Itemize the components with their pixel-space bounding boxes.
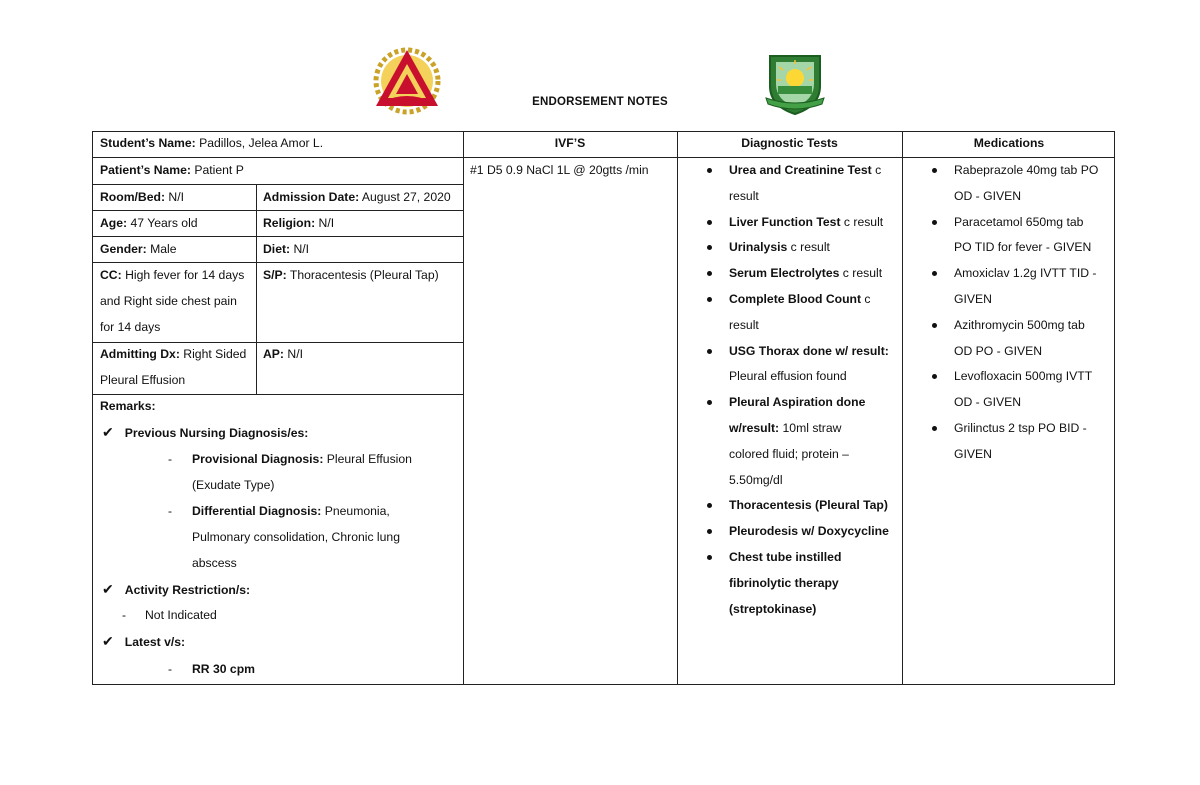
list-item: Pleural Aspiration done w/result: 10ml straw colored fluid; protein – 5.50mg/dl	[704, 390, 904, 493]
attending-physician: AP: N/I	[263, 347, 303, 361]
diagnostic-header: Diagnostic Tests	[741, 136, 838, 150]
list-item: Pleurodesis w/ Doxycycline	[704, 519, 904, 545]
status-post: S/P: Thoracentesis (Pleural Tap)	[263, 268, 439, 282]
list-item: Urea and Creatinine Test c result	[704, 158, 904, 210]
list-item: Thoracentesis (Pleural Tap)	[704, 493, 904, 519]
differential-dx: Differential Diagnosis: Pneumonia, Pulmonary consolidation, Chronic lung abscess	[192, 504, 400, 570]
dash-icon: -	[122, 608, 127, 622]
admitting-dx: Admitting Dx: Right Sided Pleural Effusion	[100, 347, 247, 387]
medications-list	[929, 158, 1115, 468]
chief-complaint: CC: High fever for 14 days and Right side chest pain for 14 days	[100, 268, 245, 334]
endorsement-table	[92, 131, 1115, 685]
gender: Gender: Male	[100, 242, 177, 256]
provisional-dx: Provisional Diagnosis: Pleural Effusion (Exudate Type)	[192, 452, 412, 492]
col-divider	[463, 132, 464, 684]
checkmark-icon: ✔	[102, 581, 114, 597]
list-item: Amoxiclav 1.2g IVTT TID - GIVEN	[929, 261, 1115, 313]
age: Age: 47 Years old	[100, 216, 198, 230]
list-item: Chest tube instilled fibrinolytic therapy (streptokinase)	[704, 545, 904, 622]
ivf-entry: #1 D5 0.9 NaCl 1L @ 20gtts /min	[470, 163, 649, 177]
list-item: Levofloxacin 500mg IVTT OD - GIVEN	[929, 364, 1115, 416]
checkmark-icon: ✔	[102, 633, 114, 649]
activity-value: Not Indicated	[145, 608, 217, 622]
patient-name: Patient’s Name: Patient P	[100, 163, 244, 177]
room-bed: Room/Bed: N/I	[100, 190, 184, 204]
list-item: Rabeprazole 40mg tab PO OD - GIVEN	[929, 158, 1115, 210]
list-item: Serum Electrolytes c result	[704, 261, 904, 287]
list-item: Urinalysis c result	[704, 235, 904, 261]
vs-value: RR 30 cpm	[192, 662, 255, 676]
religion: Religion: N/I	[263, 216, 335, 230]
activity-restriction-item: ✔ Activity Restriction/s:	[102, 581, 251, 597]
dash-icon: -	[168, 662, 173, 676]
list-item: Grilinctus 2 tsp PO BID - GIVEN	[929, 416, 1115, 468]
medications-header: Medications	[973, 136, 1045, 150]
list-item: Azithromycin 500mg tab OD PO - GIVEN	[929, 313, 1115, 365]
latest-vs-item: ✔ Latest v/s:	[102, 633, 186, 649]
diet: Diet: N/I	[263, 242, 310, 256]
diagnostic-tests-list	[704, 158, 904, 622]
list-item: USG Thorax done w/ result: Pleural effusion found	[704, 339, 904, 391]
list-item: Complete Blood Count c result	[704, 287, 904, 339]
list-item: Paracetamol 650mg tab PO TID for fever - GIVEN	[929, 210, 1115, 262]
nursing-dx-item: ✔ Previous Nursing Diagnosis/es:	[102, 424, 309, 440]
page-title: ENDORSEMENT NOTES	[532, 96, 668, 108]
remarks-label: Remarks:	[100, 399, 156, 413]
list-item: Liver Function Test c result	[704, 210, 904, 236]
ivf-header: IVF’S	[554, 136, 586, 150]
admission-date: Admission Date: August 27, 2020	[263, 190, 451, 204]
dash-icon: -	[168, 504, 173, 518]
student-name: Student’s Name: Padillos, Jelea Amor L.	[100, 136, 324, 150]
col-divider	[677, 132, 678, 684]
dash-icon: -	[168, 452, 173, 466]
checkmark-icon: ✔	[102, 424, 114, 440]
